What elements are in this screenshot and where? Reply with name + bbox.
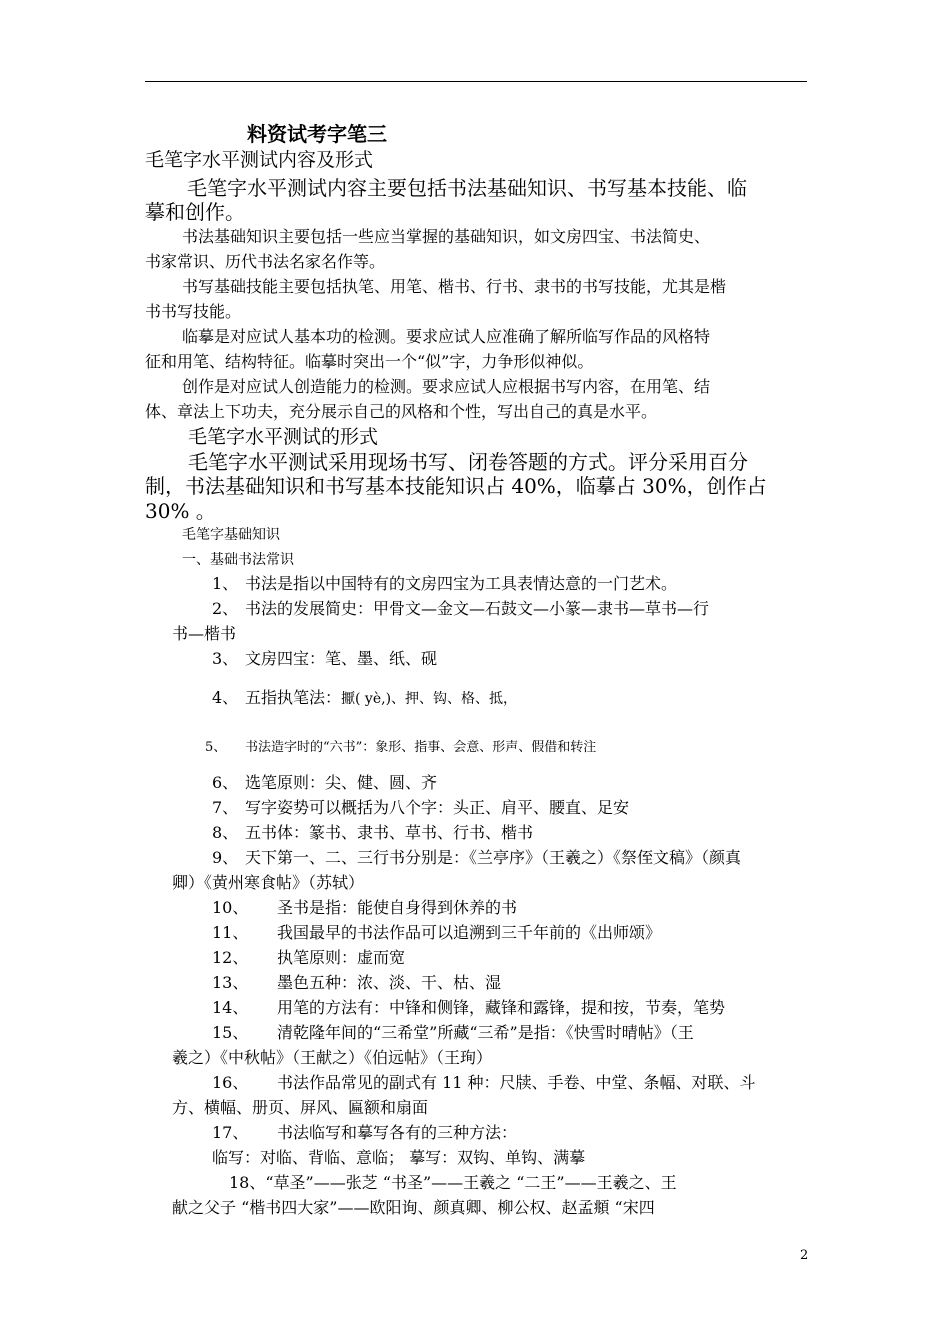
list-item <box>212 950 405 966</box>
list-item-text: 书法造字时的“六书”：象形、指事、会意、形声、假借和转注 <box>245 740 597 755</box>
list-item-text: 选笔原则：尖、健、圆、齐 <box>245 773 438 792</box>
document-title: 料资试考字笔三 <box>247 122 387 146</box>
list-item-continuation: 羲之）《中秋帖》（王献之）《伯远帖》（王珣） <box>172 1048 493 1067</box>
list-item-number: 11、 <box>212 923 249 942</box>
heading-test-form: 毛笔字水平测试的形式 <box>188 426 379 448</box>
list-item-text: 文房四宝：笔、墨、纸、砚 <box>245 649 438 668</box>
list-item <box>212 576 677 592</box>
intro-line-1: 毛笔字水平测试内容主要包括书法基础知识、书写基本技能、临 <box>187 176 747 200</box>
list-item-number: 17、 <box>212 1123 249 1142</box>
item-18-line-1: 18、“草圣”——张芝 “书圣”——王羲之 “二王”——王羲之、王 <box>229 1173 677 1192</box>
list-item <box>212 690 517 706</box>
list-item-number: 6、 <box>212 773 239 792</box>
list-item-text: 我国最早的书法作品可以追溯到三千年前的《出师颂》 <box>277 923 662 942</box>
basic-knowledge-line-2: 书家常识、历代书法名家名作等。 <box>145 252 386 271</box>
list-item-continuation: 方、横幅、册页、屏风、匾额和扇面 <box>172 1098 429 1117</box>
list-item-text: 五书体：篆书、隶书、草书、行书、楷书 <box>245 823 534 842</box>
basic-knowledge-line-1: 书法基础知识主要包括一些应当掌握的基础知识，如文房四宝、书法简史、 <box>182 227 711 246</box>
page-number: 2 <box>800 1248 809 1263</box>
list-item-text: 写字姿势可以概括为八个字：头正、肩平、腰直、足安 <box>245 798 630 817</box>
list-item-text: 墨色五种：浓、淡、干、枯、湿 <box>277 973 502 992</box>
list-item <box>212 900 517 916</box>
list-item <box>212 850 741 866</box>
section-heading: 毛笔字基础知识 <box>182 527 280 543</box>
list-item-note: 擫( yè,)、押、钩、格、抵， <box>341 691 518 707</box>
form-line-1: 毛笔字水平测试采用现场书写、闭卷答题的方式。评分采用百分 <box>188 450 748 474</box>
list-item-number: 5、 <box>205 740 227 755</box>
methods-line: 临写：对临、背临、意临； 摹写：双钩、单钩、满摹 <box>212 1148 586 1167</box>
list-item <box>212 601 709 617</box>
list-item-continuation: 卿）《黄州寒食帖》（苏轼） <box>172 873 365 892</box>
list-item <box>212 925 661 941</box>
copying-line-1: 临摹是对应试人基本功的检测。要求应试人应准确了解所临写作品的风格特 <box>182 327 711 346</box>
list-item-text: 书法是指以中国特有的文房四宝为工具表情达意的一门艺术。 <box>245 574 678 593</box>
list-item <box>205 741 596 754</box>
item-18-line-2: 献之父子 “楷书四大家”——欧阳询、颜真卿、柳公权、赵孟頫 “宋四 <box>172 1198 655 1217</box>
list-item-number: 8、 <box>212 823 239 842</box>
creation-line-2: 体、章法上下功夫，充分展示自己的风格和个性，写出自己的真是水平。 <box>145 402 658 421</box>
list-item-text: 五指执笔法： <box>245 688 342 707</box>
list-item-number: 13、 <box>212 973 249 992</box>
list-item <box>212 800 629 816</box>
list-item-number: 2、 <box>212 599 239 618</box>
list-item-text: 执笔原则：虚而宽 <box>277 948 406 967</box>
list-item-number: 16、 <box>212 1073 249 1092</box>
list-item-continuation: 书—楷书 <box>172 624 237 643</box>
list-item-text: 书法作品常见的副式有 11 种：尺牍、手卷、中堂、条幅、对联、斗 <box>277 1073 756 1092</box>
copying-line-2: 征和用笔、结构特征。临摹时突出一个“似”字，力争形似神似。 <box>145 352 594 371</box>
form-line-2: 制，书法基础知识和书写基本技能知识占 40%，临摹占 30%，创作占 <box>145 474 767 498</box>
list-item <box>212 775 437 791</box>
list-item-text: 天下第一、二、三行书分别是：《兰亭序》（王羲之）《祭侄文稿》（颜真 <box>245 848 742 867</box>
list-item <box>212 1125 517 1141</box>
list-item-number: 1、 <box>212 574 239 593</box>
list-item-text: 书法的发展简史：甲骨文—金文—石鼓文—小篆—隶书—草书—行 <box>245 599 710 618</box>
list-item-text: 用笔的方法有：中锋和侧锋，藏锋和露锋，提和按，节奏，笔势 <box>277 998 726 1017</box>
basic-skills-line-1: 书写基础技能主要包括执笔、用笔、楷书、行书、隶书的书写技能，尤其是楷 <box>182 277 727 296</box>
list-item-number: 14、 <box>212 998 249 1017</box>
list-item-number: 3、 <box>212 649 239 668</box>
list-item-text: 书法临写和摹写各有的三种方法： <box>277 1123 518 1142</box>
list-item-number: 7、 <box>212 798 239 817</box>
creation-line-1: 创作是对应试人创造能力的检测。要求应试人应根据书写内容，在用笔、结 <box>182 377 711 396</box>
heading-content-and-form: 毛笔字水平测试内容及形式 <box>145 149 374 171</box>
list-item <box>212 825 533 841</box>
subsection-heading: 一、基础书法常识 <box>182 552 294 568</box>
list-item <box>212 1075 756 1091</box>
list-item-number: 15、 <box>212 1023 249 1042</box>
basic-skills-line-2: 书书写技能。 <box>145 302 242 321</box>
list-item-number: 12、 <box>212 948 249 967</box>
list-item <box>212 1025 694 1041</box>
header-rule <box>145 81 807 82</box>
list-item-number: 4、 <box>212 688 239 707</box>
list-item <box>212 651 437 667</box>
list-item-text: 清乾隆年间的“三希堂”所藏“三希”是指：《快雪时晴帖》（王 <box>277 1023 694 1042</box>
list-item-text: 圣书是指：能使自身得到休养的书 <box>277 898 518 917</box>
form-line-3: 30% 。 <box>145 499 216 523</box>
intro-line-2: 摹和创作。 <box>145 200 245 224</box>
list-item <box>212 1000 725 1016</box>
list-item-number: 9、 <box>212 848 239 867</box>
list-item <box>212 975 501 991</box>
list-item-number: 10、 <box>212 898 249 917</box>
